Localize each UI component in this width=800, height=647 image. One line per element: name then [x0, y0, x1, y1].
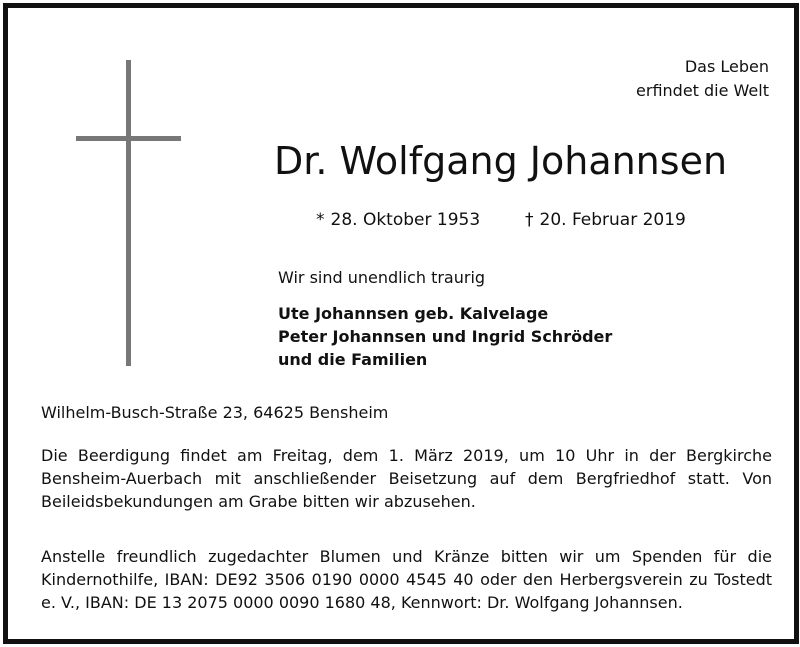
family-line: Peter Johannsen und Ingrid Schröder [278, 327, 613, 346]
motto-line-2: erfindet die Welt [636, 81, 769, 100]
cross-icon-vertical-bar [126, 60, 131, 366]
family-line: und die Familien [278, 350, 428, 369]
motto-line-1: Das Leben [684, 57, 769, 76]
donation-paragraph: Anstelle freundlich zugedachter Blumen und Kränze bitten wir um Spenden für die Kindernothilfe, IBAN: DE92 3506 0190 0000 4545 40 oder den Herbergsverein zu Tostedt e. V., IBAN: DE 13 2075 0000 0090 1680 48, Kennwort: Dr. Wolfgang Johannsen. [41, 547, 772, 612]
death-dagger-icon: † [525, 210, 534, 230]
family-line: Ute Johannsen geb. Kalvelage [278, 304, 549, 323]
mourning-text: Wir sind unendlich traurig [278, 268, 486, 287]
death-date-group [525, 208, 686, 232]
cross-icon-horizontal-bar [76, 136, 181, 141]
birth-star-icon: * [316, 210, 325, 230]
family-list [278, 302, 612, 371]
obituary-frame [3, 3, 799, 644]
address: Wilhelm-Busch-Straße 23, 64625 Bensheim [41, 403, 389, 422]
funeral-paragraph: Die Beerdigung findet am Freitag, dem 1. März 2019, um 10 Uhr in der Bergkirche Bensheim-Auerbach mit anschließender Beisetzung auf dem Bergfriedhof statt. Von Beileidsbekundungen am Grabe bitten wir abzusehen. [41, 446, 772, 511]
death-date: 20. Februar 2019 [539, 210, 686, 230]
birth-date: 28. Oktober 1953 [330, 210, 481, 230]
birth-date-group [316, 208, 480, 232]
deceased-name: Dr. Wolfgang Johannsen [274, 139, 728, 183]
motto [636, 55, 769, 103]
